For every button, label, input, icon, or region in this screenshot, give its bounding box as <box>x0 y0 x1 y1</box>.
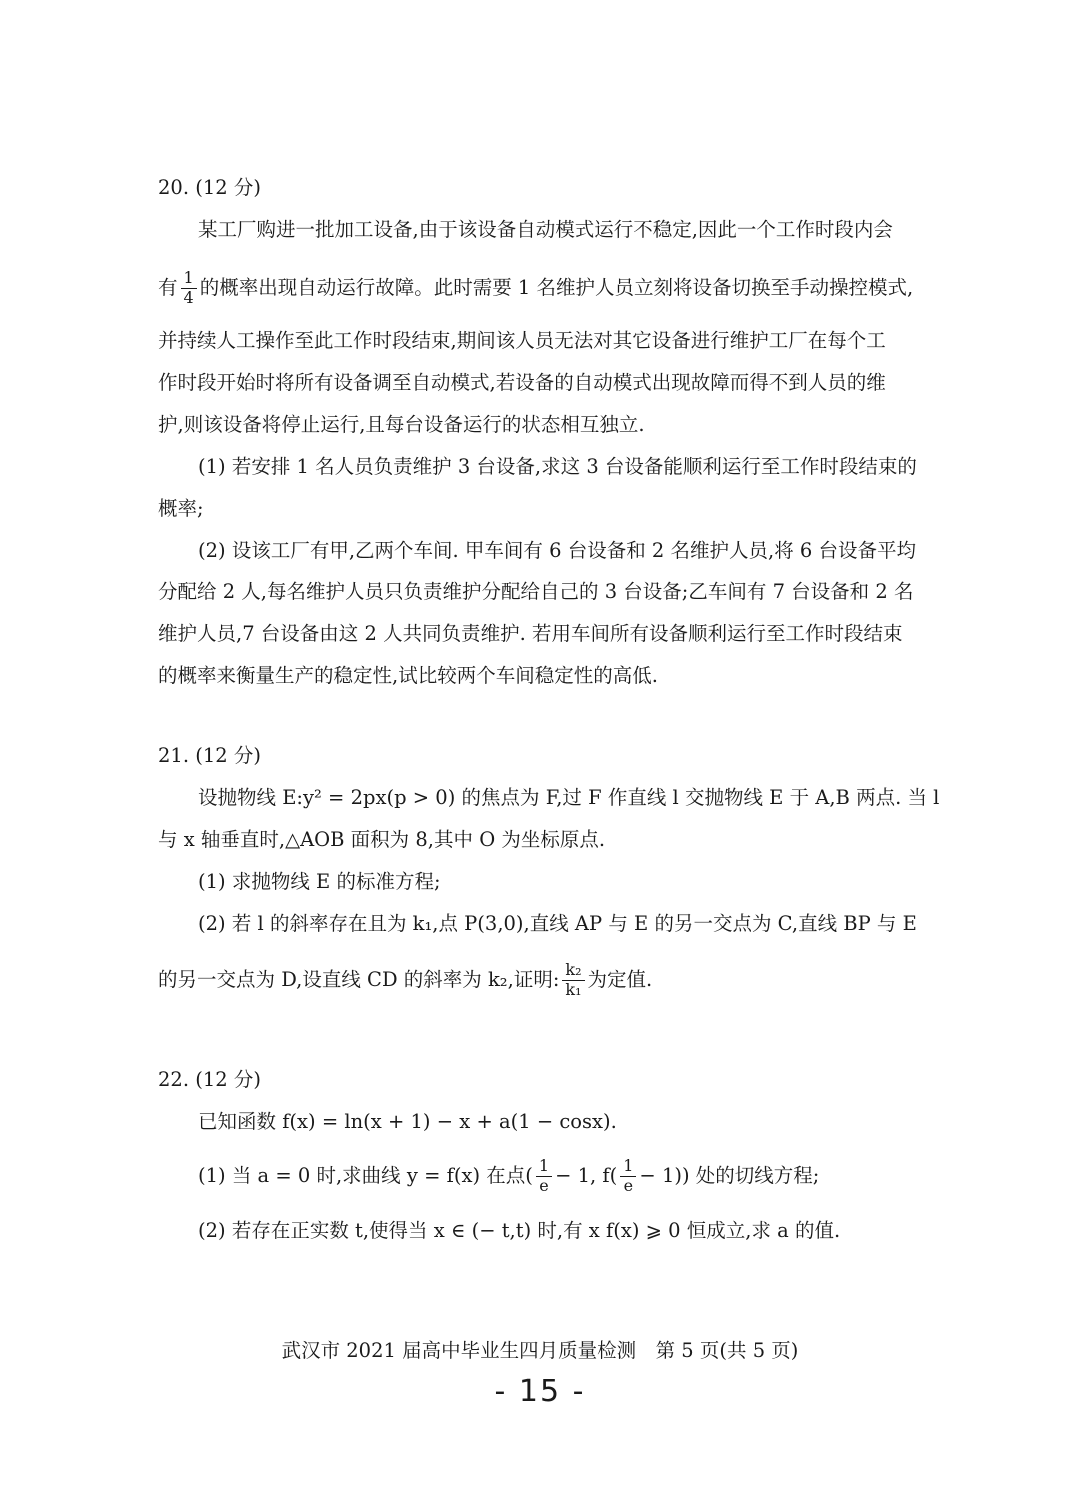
q21-text-line: 与 x 轴垂直时,△AOB 面积为 8,其中 O 为坐标原点. <box>158 828 606 851</box>
q21-text-line: 设抛物线 E:y² = 2px(p > 0) 的焦点为 F,过 F 作直线 l 交抛物线 E 于 A,B 两点. 当 l <box>198 786 940 809</box>
page-footer: 武汉市 2021 届高中毕业生四月质量检测 第 5 页(共 5 页) <box>281 1339 799 1362</box>
q21-heading: 21. (12 分) <box>158 744 261 767</box>
q20-text-line: 作时段开始时将所有设备调至自动模式,若设备的自动模式出现故障而得不到人员的维 <box>158 371 886 394</box>
q21-text-fragment: 的另一交点为 D,设直线 CD 的斜率为 k₂,证明: <box>158 967 560 991</box>
fraction-numerator: 1 <box>620 1158 636 1177</box>
q20-part1-line: 概率; <box>158 497 204 520</box>
fraction <box>536 1158 552 1195</box>
fraction-denominator: 4 <box>183 287 194 307</box>
q20-text-line: 并持续人工操作至此工作时段结束,期间该人员无法对其它设备进行维护工厂在每个工 <box>158 329 886 352</box>
q20-text-line: 护,则该设备将停止运行,且每台设备运行的状态相互独立. <box>158 413 645 436</box>
fraction-numerator: 1 <box>181 270 197 289</box>
q22-text-line: 已知函数 f(x) = ln(x + 1) − x + a(1 − cosx). <box>198 1110 617 1133</box>
fraction-numerator: k₂ <box>562 962 584 981</box>
q20-text-line: 某工厂购进一批加工设备,由于该设备自动模式运行不稳定,因此一个工作时段内会 <box>198 218 893 241</box>
fraction <box>562 962 584 999</box>
q22-text-fragment: − 1)) 处的切线方程; <box>639 1163 820 1187</box>
q22-heading: 22. (12 分) <box>158 1068 261 1091</box>
fraction-denominator: e <box>623 1175 634 1195</box>
q22-text-fragment: − 1, f( <box>555 1163 618 1187</box>
q20-part2-line: 的概率来衡量生产的稳定性,试比较两个车间稳定性的高低. <box>158 664 658 687</box>
q22-part1-line <box>198 1158 819 1195</box>
q21-text-fragment: 为定值. <box>587 967 653 991</box>
q20-heading: 20. (12 分) <box>158 176 261 199</box>
q20-text-fragment: 的概率出现自动运行故障。此时需要 1 名维护人员立刻将设备切换至手动操控模式, <box>199 275 914 299</box>
q21-part2-line: (2) 若 l 的斜率存在且为 k₁,点 P(3,0),直线 AP 与 E 的另一交点为 C,直线 BP 与 E <box>198 912 917 935</box>
q20-part2-line: 分配给 2 人,每名维护人员只负责维护分配给自己的 3 台设备;乙车间有 7 台设备和 2 名 <box>158 580 914 603</box>
fraction <box>620 1158 636 1195</box>
page-number: - 15 - <box>494 1374 586 1409</box>
q21-part1-line: (1) 求抛物线 E 的标准方程; <box>198 870 441 893</box>
q20-text-fragment: 有 <box>158 275 178 299</box>
q20-part1-line: (1) 若安排 1 名人员负责维护 3 台设备,求这 3 台设备能顺利运行至工作时段结束的 <box>198 455 917 478</box>
q21-part2-line <box>158 962 652 999</box>
q20-part2-line: (2) 设该工厂有甲,乙两个车间. 甲车间有 6 台设备和 2 名维护人员,将 6 台设备平均 <box>198 539 917 562</box>
fraction-denominator: k₁ <box>565 979 582 999</box>
fraction-denominator: e <box>539 1175 549 1195</box>
q22-text-fragment: (1) 当 a = 0 时,求曲线 y = f(x) 在点( <box>198 1163 533 1187</box>
q20-part2-line: 维护人员,7 台设备由这 2 人共同负责维护. 若用车间所有设备顺利运行至工作时段结束 <box>158 622 903 645</box>
fraction <box>181 270 197 307</box>
q20-text-line <box>158 270 913 307</box>
fraction-numerator: 1 <box>536 1158 552 1177</box>
q22-part2-line: (2) 若存在正实数 t,使得当 x ∈ (− t,t) 时,有 x f(x) ⩾ 0 恒成立,求 a 的值. <box>198 1219 841 1242</box>
